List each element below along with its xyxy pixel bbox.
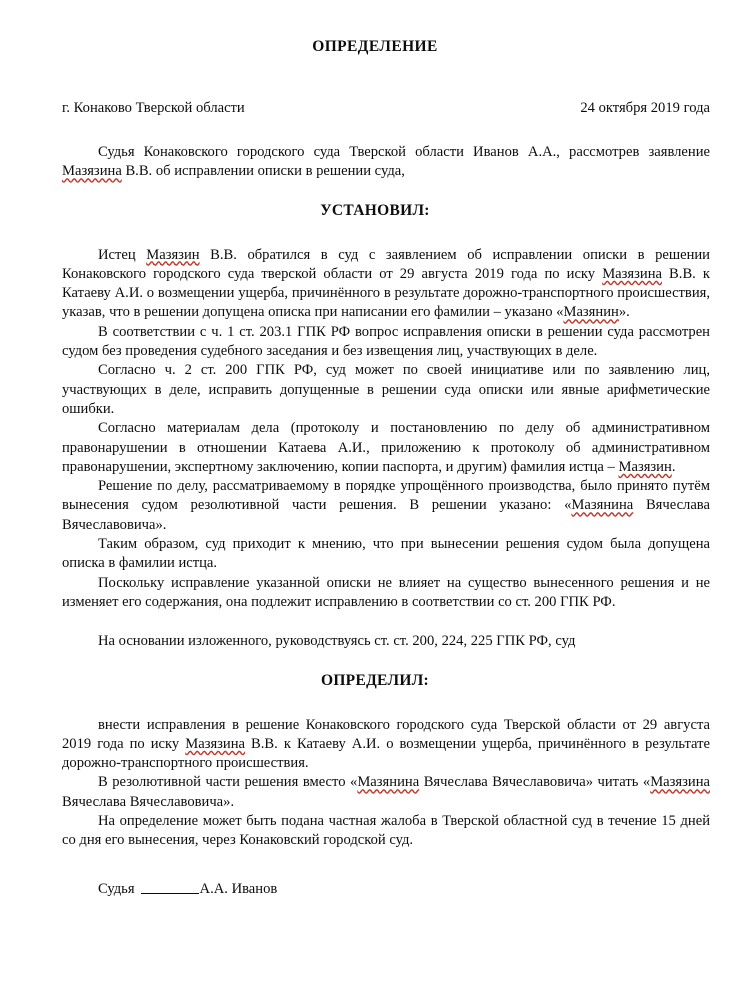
surname-correct-genitive: Мазязина	[602, 265, 662, 282]
par5-text-b: Вячеслава Вячеславовича».	[62, 497, 710, 533]
det2-text-a: В резолютивной части решения вместо «	[98, 774, 358, 791]
det1-text-a: внести исправления в решение Конаковского городского суда Тверской области от 29 августа 2019 года по иску	[62, 716, 710, 752]
preamble-text-after: В.В. об исправлении описки в решении суда,	[121, 163, 405, 180]
par4-text-b: .	[671, 458, 676, 475]
heading-established: УСТАНОВИЛ:	[320, 201, 430, 219]
par1-text-d: ».	[618, 304, 630, 321]
surname-new-spelling: Мазязина	[650, 774, 710, 791]
det1-text-b: В.В. к Катаеву А.И. о возмещении ущерба, причинённого в результате дорожно-транспортного происшествия.	[62, 735, 710, 772]
par5-text-a: Решение по делу, рассматриваемому в порядке упрощённого производства, было принято путём вынесения судом резолютивной части решения. В решении указано: «	[62, 478, 710, 514]
surname-correct-nominative: Мазязин	[146, 246, 200, 263]
established-paragraph-1	[62, 246, 710, 323]
surname-typo-nominative: Мазянин	[563, 304, 619, 321]
place-of-issue: г. Конаково Тверской области	[62, 100, 245, 116]
surname-misspelled: Мазязина	[62, 163, 122, 180]
par1-text-a: Истец	[98, 246, 147, 263]
det2-text-b: Вячеслава Вячеславовича» читать «	[419, 774, 651, 791]
signature-role: Судья	[98, 880, 135, 897]
par4-text-a: Согласно материалам дела (протоколу и постановлению по делу об административном правонарушении в отношении Катаева А.И., приложению к протоколу об административном правонарушении, экспертному заключению, копии паспорта, и другим) фамилия истца –	[62, 420, 710, 475]
page-title: ОПРЕДЕЛЕНИЕ	[312, 38, 438, 55]
preamble-text-before: Судья Конаковского городского суда Тверской области Иванов А.А., рассмотрев заявление	[98, 144, 710, 160]
heading-determined: ОПРЕДЕЛИЛ:	[320, 671, 430, 689]
established-paragraph-4	[62, 419, 710, 477]
surname-old-spelling: Мазянина	[357, 774, 420, 791]
surname-typo-genitive: Мазянина	[571, 497, 634, 514]
surname-correct-claim: Мазязина	[185, 735, 246, 752]
determined-paragraph-1	[62, 716, 710, 774]
det2-text-c: Вячеслава Вячеславовича».	[62, 793, 235, 810]
place-date-row	[62, 100, 710, 117]
established-paragraph-5	[62, 477, 710, 535]
determined-paragraph-2	[62, 773, 710, 812]
appeal-paragraph: На определение может быть подана частная жалоба в Тверской областной суд в течение 15 дней со дня его вынесения, через Конаковский городской суд.	[62, 813, 710, 849]
legal-basis-paragraph: На основании изложенного, руководствуясь ст. ст. 200, 224, 225 ГПК РФ, суд	[98, 633, 576, 650]
signature-line	[141, 893, 199, 894]
established-paragraph-6: Таким образом, суд приходит к мнению, что при вынесении решения судом была допущена описка в фамилии истца.	[62, 536, 710, 572]
established-paragraph-3: Согласно ч. 2 ст. 200 ГПК РФ, суд может по своей инициативе или по заявлению лиц, участвующих в деле, исправить допущенные в решении суда описки или явные арифметические ошибки.	[62, 362, 710, 417]
signature-block	[62, 881, 710, 898]
par1-text-c: В.В. к Катаеву А.И. о возмещении ущерба, причинённого в результате дорожно-транспортного происшествия, указав, что в решении допущена описка при написании его фамилии – указано «	[62, 265, 710, 321]
date-of-issue: 24 октября 2019 года	[580, 100, 710, 116]
signature-name: А.А. Иванов	[199, 880, 278, 897]
established-paragraph-2: В соответствии с ч. 1 ст. 203.1 ГПК РФ вопрос исправления описки в решении суда рассмотрен судом без проведения судебного заседания и без извещения лиц, участвующих в деле.	[62, 323, 710, 360]
par1-text-b: В.В. обратился в суд с заявлением об исправлении описки в решении Конаковского городского суда тверской области от 29 августа 2019 года по иску	[62, 246, 710, 282]
surname-correct-evidence: Мазязин	[618, 458, 672, 475]
preamble-paragraph	[62, 143, 710, 182]
established-paragraph-7: Поскольку исправление указанной описки не влияет на существо вынесенного решения и не изменяет его содержания, она подлежит исправлению в соответствии со ст. 200 ГПК РФ.	[62, 574, 710, 610]
